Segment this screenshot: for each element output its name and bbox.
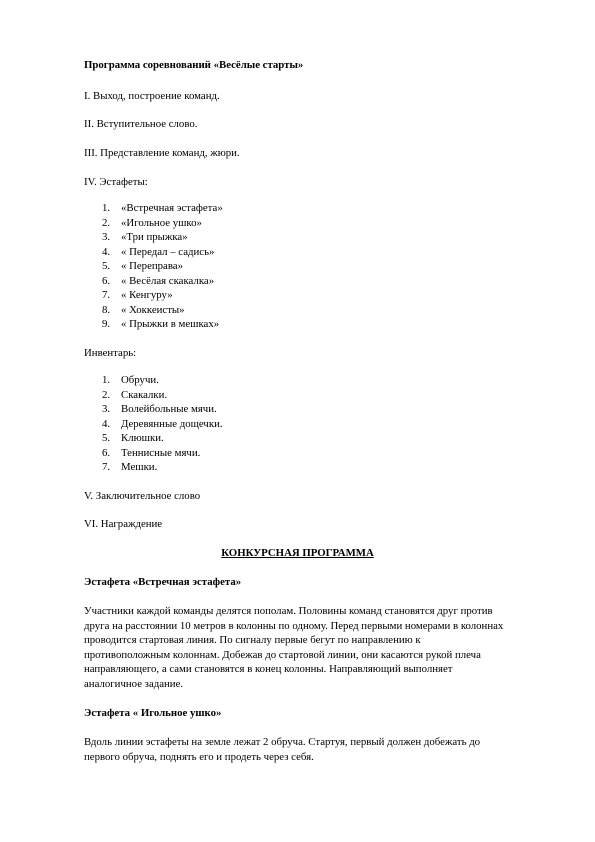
relay2-description xyxy=(84,735,554,764)
paragraph-line: Участники каждой команды делятся пополам. Половины команд становятся друг против xyxy=(84,605,493,617)
list-text: Обручи. xyxy=(121,374,159,386)
list-text: «Три прыжка» xyxy=(121,231,188,244)
list-text: « Переправа» xyxy=(121,260,183,273)
paragraph-line: аналогичное задание. xyxy=(84,677,184,690)
list-text: Скакалки. xyxy=(121,388,168,401)
list-number: 2. xyxy=(102,388,111,401)
list-number: 1. xyxy=(102,374,111,386)
section-5: V. Заключительное слово xyxy=(84,490,201,502)
list-number: 3. xyxy=(102,403,111,416)
list-text: « Прыжки в мешках» xyxy=(121,318,220,331)
list-text: « Хоккеисты» xyxy=(121,303,185,316)
list-text: Деревянные дощечки. xyxy=(121,417,223,430)
document-title: Программа соревнований «Весёлые старты» xyxy=(84,59,304,71)
paragraph-line: друга на расстоянии 10 метров в колонны по одному. Перед первыми номерами в колоннах xyxy=(84,619,504,632)
inventory-label: Инвентарь: xyxy=(84,347,137,359)
program-heading: КОНКУРСНАЯ ПРОГРАММА xyxy=(221,547,374,559)
section-6: VI. Награждение xyxy=(84,518,163,530)
section-2: II. Вступительное слово. xyxy=(84,118,198,130)
paragraph-line: направляющего, а сами становятся в конец колонны. Направляющий выполняет xyxy=(84,663,453,675)
paragraph-line: проводится стартовая линия. По сигналу первые бегут по направлению к xyxy=(84,634,421,646)
relay1-heading: Эстафета «Встречная эстафета» xyxy=(84,576,242,588)
list-text: Мешки. xyxy=(121,461,158,474)
section-4: IV. Эстафеты: xyxy=(84,176,148,188)
relay1-description xyxy=(84,604,554,691)
list-number: 7. xyxy=(102,289,111,302)
list-text: « Кенгуру» xyxy=(121,289,173,302)
relay2-heading: Эстафета « Игольное ушко» xyxy=(84,707,222,719)
list-number: 4. xyxy=(102,245,111,258)
list-number: 7. xyxy=(102,461,111,474)
paragraph-line: первого обруча, поднять его и продеть через себя. xyxy=(84,750,314,763)
list-text: «Встречная эстафета» xyxy=(121,202,223,214)
section-3: III. Представление команд, жюри. xyxy=(84,147,240,159)
section-1: I. Выход, построение команд. xyxy=(84,90,220,102)
list-number: 8. xyxy=(102,303,111,316)
list-text: Теннисные мячи. xyxy=(121,446,201,459)
list-number: 6. xyxy=(102,446,111,459)
paragraph-line: Вдоль линии эстафеты на земле лежат 2 обруча. Стартуя, первый должен добежать до xyxy=(84,736,481,748)
paragraph-line: противоположным колоннам. Добежав до стартовой линии, они касаются рукой плеча xyxy=(84,648,481,661)
list-number: 3. xyxy=(102,231,111,244)
list-text: «Игольное ушко» xyxy=(121,216,202,229)
list-text: Волейбольные мячи. xyxy=(121,403,217,416)
list-number: 6. xyxy=(102,274,111,287)
list-text: Клюшки. xyxy=(121,432,164,445)
list-number: 4. xyxy=(102,417,111,430)
list-number: 2. xyxy=(102,216,111,229)
list-number: 9. xyxy=(102,318,111,331)
list-text: « Весёлая скакалка» xyxy=(121,274,215,287)
list-number: 1. xyxy=(102,202,111,214)
list-number: 5. xyxy=(102,260,111,273)
list-text: « Передал – садись» xyxy=(121,245,215,258)
list-number: 5. xyxy=(102,432,111,445)
